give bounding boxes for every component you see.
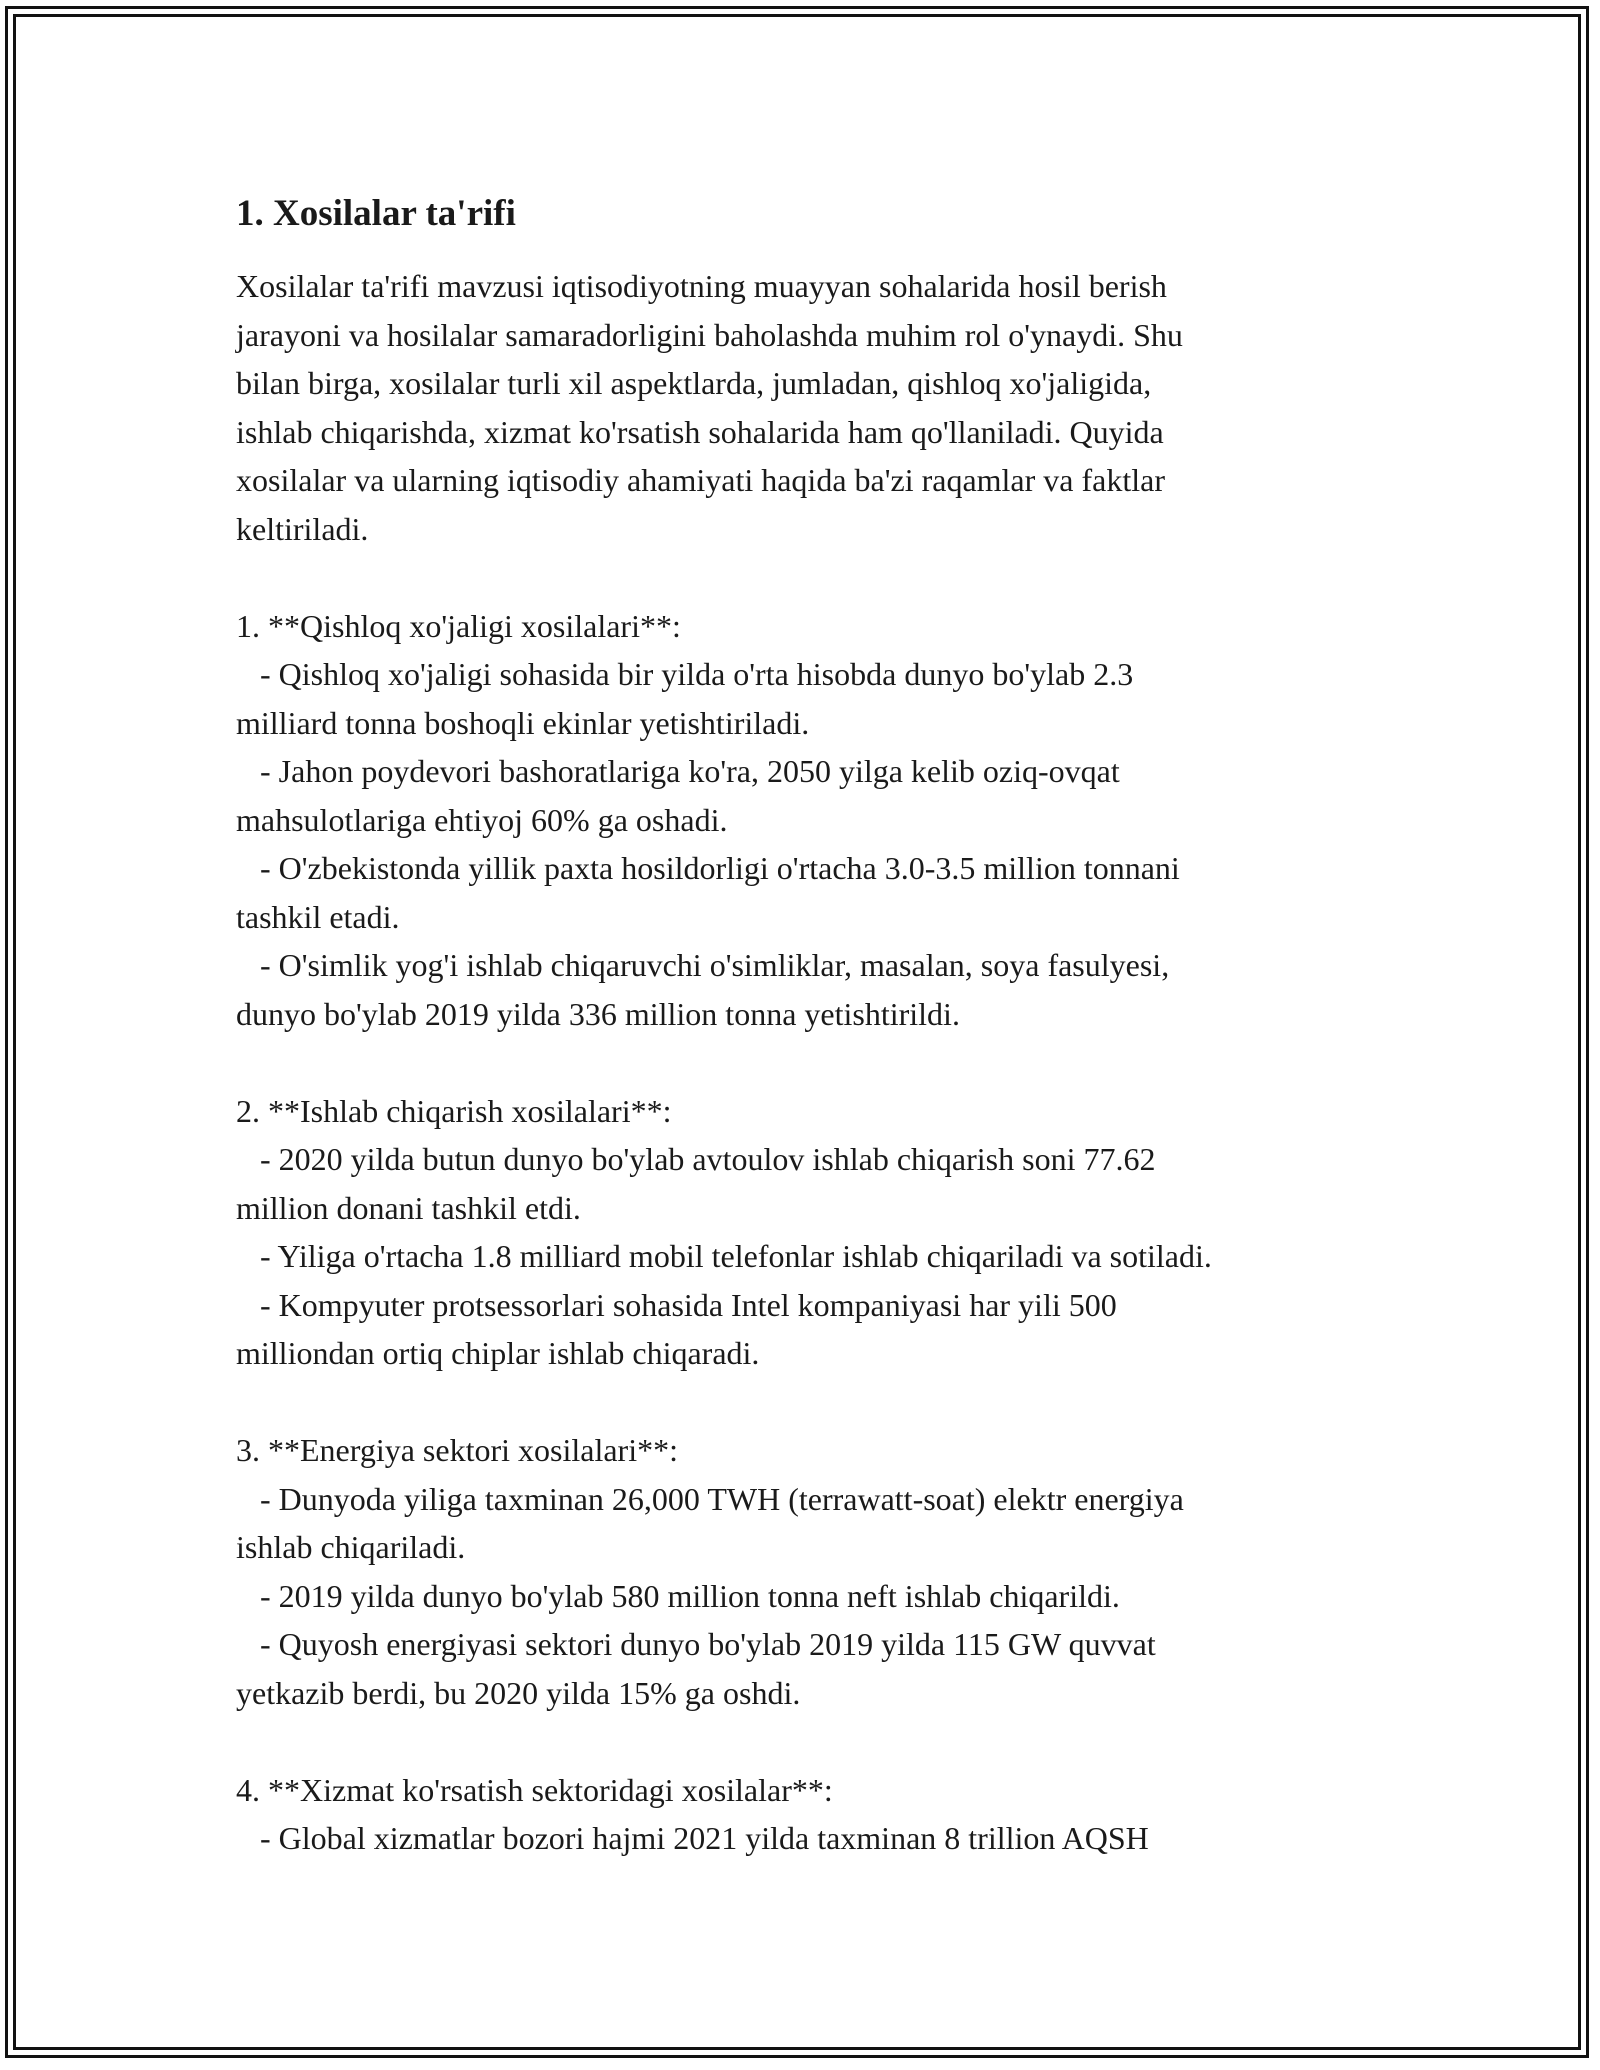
intro-line: ishlab chiqarishda, xizmat ko'rsatish sohalarida ham qo'llaniladi. Quyida — [236, 413, 1164, 450]
paragraph-spacer — [236, 1717, 1386, 1766]
section-line: - Kompyuter protsessorlari sohasida Intel kompaniyasi har yili 500 — [236, 1286, 1117, 1323]
section-line: milliondan ortiq chiplar ishlab chiqaradi. — [236, 1335, 760, 1371]
section-title: 3. **Energiya sektori xosilalari**: — [236, 1432, 678, 1468]
paragraph-spacer — [236, 1378, 1386, 1427]
section-line: - Dunyoda yiliga taxminan 26,000 TWH (terrawatt-soat) elektr energiya — [236, 1480, 1184, 1517]
intro-line: xosilalar va ularning iqtisodiy ahamiyati haqida ba'zi raqamlar va faktlar — [236, 462, 1165, 498]
section-line: ishlab chiqariladi. — [236, 1529, 466, 1565]
document-body — [236, 186, 1386, 1863]
paragraph-spacer — [236, 553, 1386, 602]
intro-line: Xosilalar ta'rifi mavzusi iqtisodiyotning muayyan sohalarida hosil berish — [236, 268, 1167, 304]
section-line: - Yiliga o'rtacha 1.8 milliard mobil telefonlar ishlab chiqariladi va sotiladi. — [236, 1238, 1212, 1274]
section-agriculture — [236, 602, 1386, 1039]
section-line: milliard tonna boshoqli ekinlar yetishtiriladi. — [236, 704, 810, 741]
intro-line: bilan birga, xosilalar turli xil aspektlarda, jumladan, qishloq xo'jaligida, — [236, 365, 1152, 401]
section-heading: 1. Xosilalar ta'rifi — [236, 193, 516, 234]
intro-line: jarayoni va hosilalar samaradorligini baholashda muhim rol o'ynaydi. Shu — [236, 316, 1183, 353]
section-line: - O'zbekistonda yillik paxta hosildorligi o'rtacha 3.0-3.5 million tonnani — [236, 850, 1180, 886]
intro-line: keltiriladi. — [236, 510, 369, 547]
section-title: 1. **Qishloq xo'jaligi xosilalari**: — [236, 607, 681, 644]
section-line: yetkazib berdi, bu 2020 yilda 15% ga oshdi. — [236, 1674, 801, 1711]
paragraph-spacer — [236, 1038, 1386, 1087]
section-line: - Quyosh energiyasi sektori dunyo bo'ylab 2019 yilda 115 GW quvvat — [236, 1626, 1156, 1662]
section-manufacturing — [236, 1087, 1386, 1378]
section-energy — [236, 1426, 1386, 1717]
section-line: - Global xizmatlar bozori hajmi 2021 yilda taxminan 8 trillion AQSH — [236, 1820, 1149, 1856]
section-line: - Qishloq xo'jaligi sohasida bir yilda o'rta hisobda dunyo bo'ylab 2.3 — [236, 656, 1134, 692]
section-line: - Jahon poydevori bashoratlariga ko'ra, 2050 yilga kelib oziq-ovqat — [236, 753, 1120, 789]
section-line: dunyo bo'ylab 2019 yilda 336 million tonna yetishtirildi. — [236, 995, 960, 1032]
intro-paragraph — [236, 262, 1386, 553]
section-title: 4. **Xizmat ko'rsatish sektoridagi xosilalar**: — [236, 1771, 833, 1808]
section-line: - 2019 yilda dunyo bo'ylab 580 million tonna neft ishlab chiqarildi. — [236, 1577, 1120, 1614]
section-title: 2. **Ishlab chiqarish xosilalari**: — [236, 1092, 672, 1129]
section-line: tashkil etadi. — [236, 898, 400, 935]
section-services — [236, 1766, 1386, 1863]
section-line: - O'simlik yog'i ishlab chiqaruvchi o'simliklar, masalan, soya fasulyesi, — [236, 947, 1170, 983]
section-line: mahsulotlariga ehtiyoj 60% ga oshadi. — [236, 801, 728, 838]
section-line: million donani tashkil etdi. — [236, 1189, 581, 1226]
section-line: - 2020 yilda butun dunyo bo'ylab avtoulov ishlab chiqarish soni 77.62 — [236, 1141, 1156, 1177]
